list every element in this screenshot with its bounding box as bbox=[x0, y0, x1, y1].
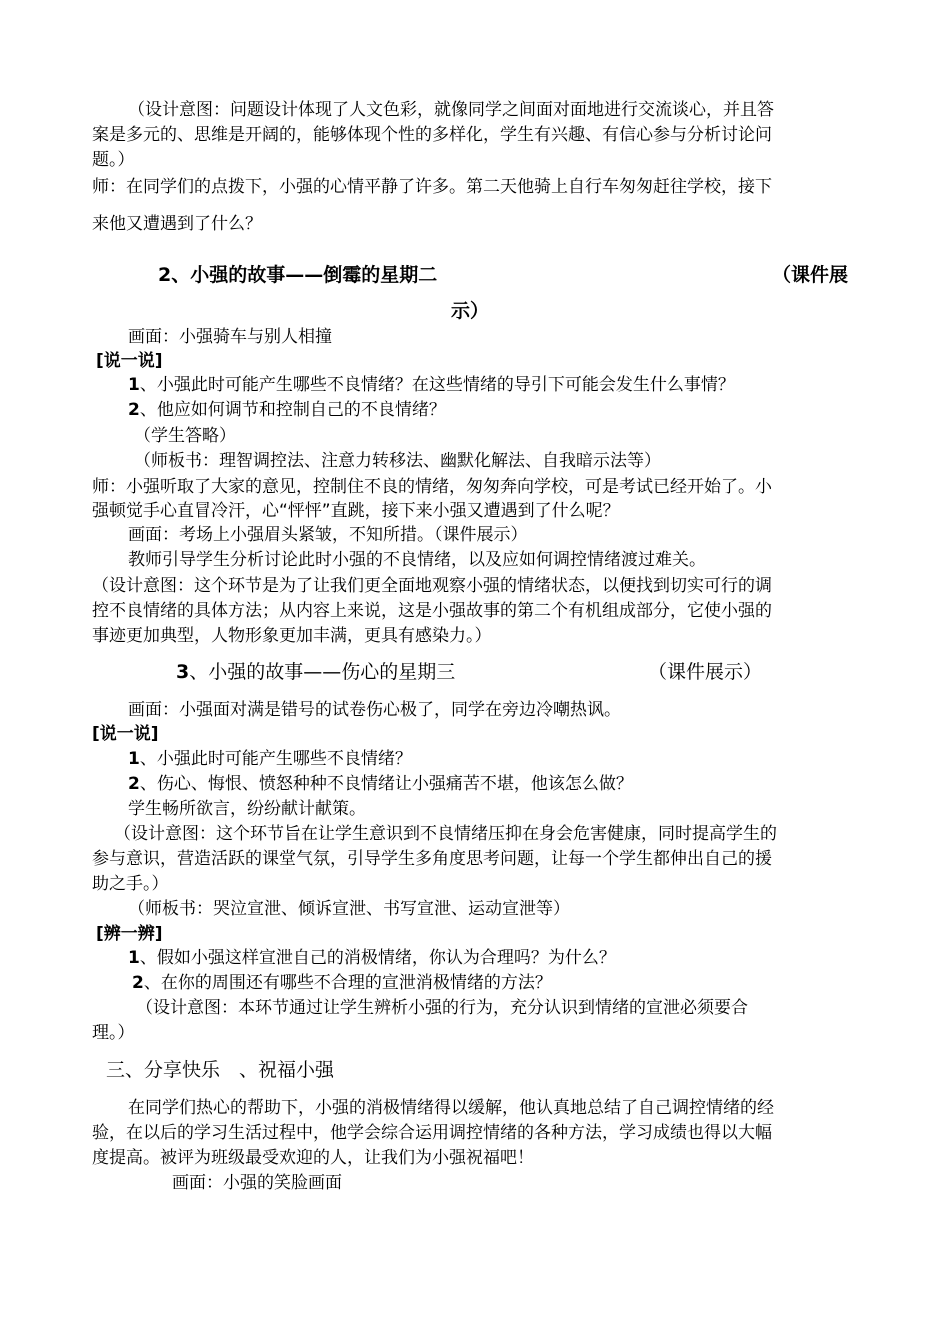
paragraph-line: （师板书：理智调控法、注意力转移法、幽默化解法、自我暗示法等） bbox=[134, 451, 661, 471]
question-number: 2 bbox=[128, 400, 140, 420]
subsection-label: [辨一辨] bbox=[96, 924, 163, 944]
question-line bbox=[128, 772, 908, 797]
paragraph-line: （学生答略） bbox=[134, 426, 236, 446]
question-line bbox=[132, 971, 912, 996]
question-text: 、他应如何调节和控制自己的不良情绪？ bbox=[139, 400, 446, 420]
question-line bbox=[128, 946, 908, 971]
paragraph-line: 事迹更加典型，人物形象更加丰满，更具有感染力。） bbox=[92, 626, 492, 646]
section-title: 、小强的故事——伤心的星期三 bbox=[189, 661, 456, 683]
paragraph-line: 在同学们热心的帮助下，小强的消极情绪得以缓解，他认真地总结了自己调控情绪的经 bbox=[128, 1098, 774, 1118]
section-note: 示） bbox=[451, 300, 490, 322]
question-number: 1 bbox=[128, 749, 140, 769]
paragraph-line: 强顿觉手心直冒冷汗，心“怦怦”直跳，接下来小强又遭遇到了什么呢？ bbox=[92, 501, 620, 521]
paragraph-line: （设计意图：这个环节旨在让学生意识到不良情绪压抑在身会危害健康，同时提高学生的 bbox=[114, 824, 777, 844]
section-heading bbox=[176, 658, 950, 686]
subsection-label: [说一说] bbox=[92, 724, 159, 744]
paragraph-line: 教师引导学生分析讨论此时小强的不良情绪，以及应如何调控情绪渡过难关。 bbox=[128, 550, 706, 570]
paragraph-line: （设计意图：这个环节是为了让我们更全面地观察小强的情绪状态，以便找到切实可行的调 bbox=[92, 576, 772, 596]
paragraph-line: 师：小强听取了大家的意见，控制住不良的情绪，匆匆奔向学校，可是考试已经开始了。小 bbox=[92, 477, 772, 497]
section-heading: 三、分享快乐 、祝福小强 bbox=[106, 1059, 335, 1081]
section-heading: 2、小强的故事——倒霉的星期二 bbox=[158, 264, 438, 286]
paragraph-line: 题。） bbox=[92, 150, 135, 170]
question-text: 、小强此时可能产生哪些不良情绪？ bbox=[139, 749, 412, 769]
section-note: （课件展 bbox=[772, 264, 849, 286]
paragraph-line: 画面：考场上小强眉头紧皱，不知所措。（课件展示） bbox=[128, 525, 528, 545]
question-text: 、假如小强这样宣泄自己的消极情绪，你认为合理吗？为什么？ bbox=[139, 948, 616, 968]
paragraph-line: （设计意图：本环节通过让学生辨析小强的行为，充分认识到情绪的宣泄必须要合 bbox=[136, 998, 748, 1018]
paragraph-line: （设计意图：问题设计体现了人文色彩，就像同学之间面对面地进行交流谈心，并且答 bbox=[128, 100, 774, 120]
paragraph-line: 画面：小强面对满是错号的试卷伤心极了，同学在旁边冷嘲热讽。 bbox=[128, 700, 621, 720]
question-text: 、伤心、悔恨、愤怒种种不良情绪让小强痛苦不堪，他该怎么做？ bbox=[139, 774, 633, 794]
paragraph-line: 师：在同学们的点拨下，小强的心情平静了许多。第二天他骑上自行车匆匆赶往学校，接下 bbox=[92, 177, 772, 197]
paragraph-line: 度提高。被评为班级最受欢迎的人，让我们为小强祝福吧！ bbox=[92, 1148, 534, 1168]
question-text: 、在你的周围还有哪些不合理的宣泄消极情绪的方法？ bbox=[143, 973, 552, 993]
question-number: 2 bbox=[128, 774, 140, 794]
subsection-label: [说一说] bbox=[96, 351, 163, 371]
question-text: 、小强此时可能产生哪些不良情绪？在这些情绪的导引下可能会发生什么事情？ bbox=[139, 375, 735, 395]
paragraph-line: 来他又遭遇到了什么？ bbox=[92, 214, 262, 234]
section-note: （课件展示） bbox=[648, 661, 763, 683]
question-number: 1 bbox=[128, 375, 140, 395]
paragraph-line: 控不良情绪的具体方法；从内容上来说，这是小强故事的第二个有机组成部分，它使小强的 bbox=[92, 601, 772, 621]
question-line bbox=[128, 398, 908, 423]
paragraph-line: 画面：小强骑车与别人相撞 bbox=[128, 327, 332, 347]
question-number: 1 bbox=[128, 948, 140, 968]
question-number: 2 bbox=[132, 973, 144, 993]
paragraph-line: 案是多元的、思维是开阔的，能够体现个性的多样化，学生有兴趣、有信心参与分析讨论问 bbox=[92, 125, 772, 145]
paragraph-line: （师板书：哭泣宣泄、倾诉宣泄、书写宣泄、运动宣泄等） bbox=[128, 899, 570, 919]
paragraph-line: 画面：小强的笑脸画面 bbox=[172, 1173, 342, 1193]
paragraph-line: 理。） bbox=[92, 1023, 135, 1043]
paragraph-line: 学生畅所欲言，纷纷献计献策。 bbox=[128, 799, 366, 819]
paragraph-line: 参与意识，营造活跃的课堂气氛，引导学生多角度思考问题，让每一个学生都伸出自己的援 bbox=[92, 849, 772, 869]
question-line bbox=[128, 747, 908, 772]
question-line bbox=[128, 373, 908, 398]
paragraph-line: 验，在以后的学习生活过程中，他学会综合运用调控情绪的各种方法，学习成绩也得以大幅 bbox=[92, 1123, 772, 1143]
paragraph-line: 助之手。） bbox=[92, 874, 169, 894]
section-number: 3 bbox=[176, 661, 190, 683]
